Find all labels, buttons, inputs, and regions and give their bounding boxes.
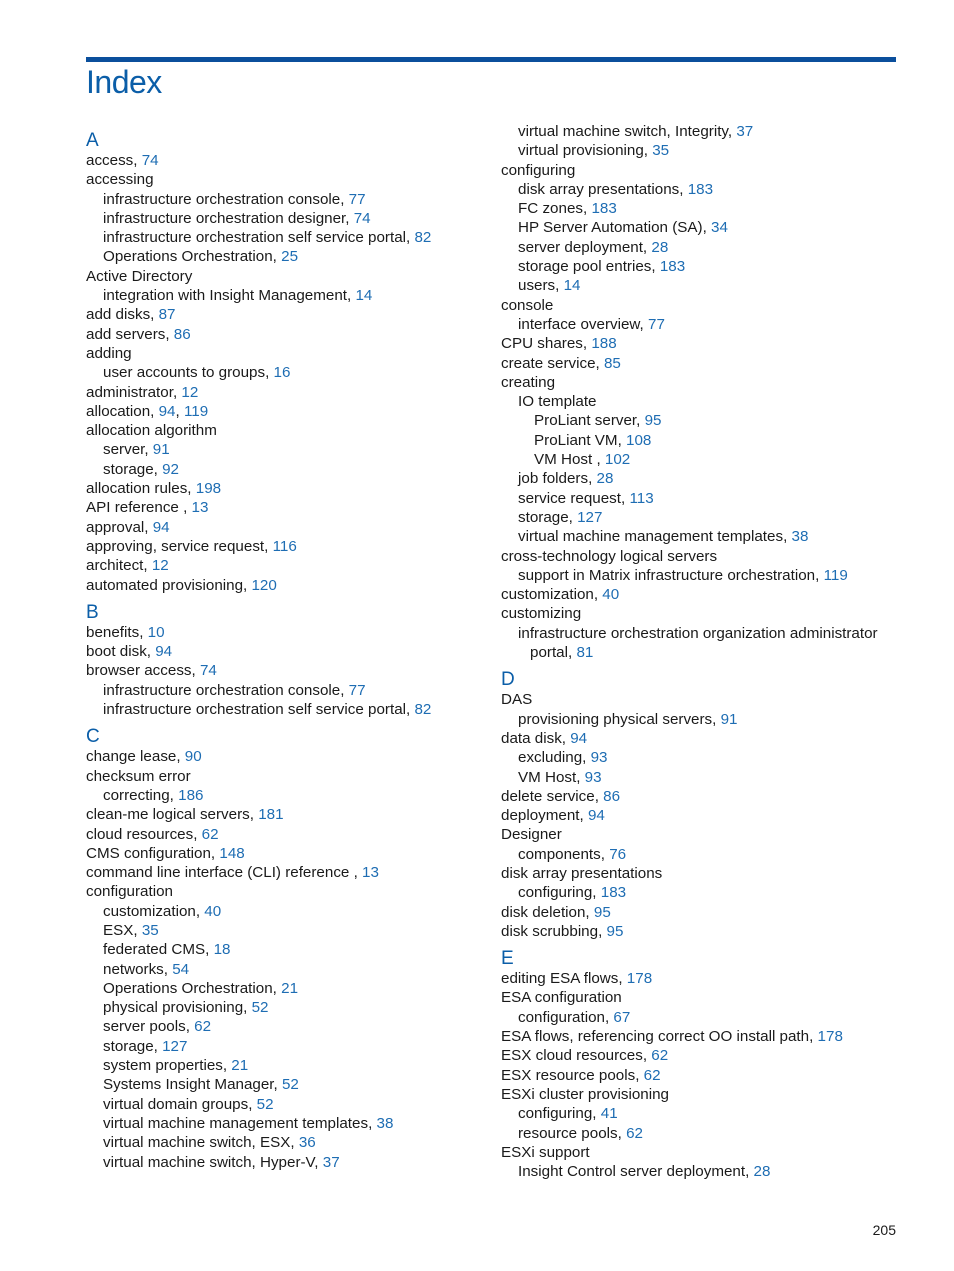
page-link[interactable]: 74: [199, 662, 217, 680]
index-term: infrastructure orchestration console,: [103, 190, 349, 208]
index-term: correcting,: [103, 786, 179, 804]
page-link[interactable]: 93: [584, 768, 602, 786]
page-link[interactable]: 12: [181, 383, 199, 401]
index-term: automated provisioning,: [86, 576, 252, 594]
page-link[interactable]: 16: [273, 364, 291, 382]
index-term: service request,: [518, 489, 630, 507]
index-term: support in Matrix infrastructure orchestration,: [518, 566, 824, 584]
index-subentry: [501, 257, 901, 276]
index-term: Insight Control server deployment,: [518, 1163, 754, 1181]
section-letter-e: E: [501, 948, 514, 970]
index-term: cross-technology logical servers: [501, 547, 718, 565]
index-term: customization,: [103, 902, 205, 920]
index-subentry: [501, 1104, 901, 1123]
index-term: virtual machine switch, Integrity,: [518, 123, 737, 140]
page-link[interactable]: 62: [651, 1047, 669, 1065]
index-subentry: [86, 1075, 486, 1094]
index-subentry: [501, 450, 901, 469]
page-link[interactable]: 94: [158, 402, 176, 420]
index-subentry: [501, 883, 901, 902]
index-subentry: [501, 431, 901, 450]
index-term: configuring: [501, 161, 576, 179]
index-entry: [86, 421, 486, 440]
index-subentry: [86, 979, 486, 998]
index-subentry: [501, 469, 901, 488]
index-entry: [86, 767, 486, 786]
index-term: provisioning physical servers,: [518, 710, 721, 728]
index-term: infrastructure orchestration console,: [103, 681, 349, 699]
index-entry: [86, 498, 486, 517]
index-entry: [86, 518, 486, 537]
index-term: IO template: [518, 393, 597, 411]
index-term: Systems Insight Manager,: [103, 1076, 282, 1094]
index-term: accessing: [86, 171, 154, 189]
index-term: clean-me logical servers,: [86, 806, 259, 824]
page-link[interactable]: 14: [355, 287, 373, 305]
page-link[interactable]: 87: [158, 306, 176, 324]
page-link[interactable]: 95: [606, 922, 624, 940]
page-link[interactable]: 41: [600, 1105, 618, 1123]
section-letter-c: C: [86, 726, 100, 748]
page-link[interactable]: 34: [711, 219, 728, 237]
index-term: adding: [86, 344, 132, 362]
page-link[interactable]: 38: [376, 1114, 394, 1132]
index-term: checksum error: [86, 767, 191, 785]
index-subentry: [86, 190, 486, 209]
index-entry: [501, 1066, 901, 1085]
index-term: portal,: [530, 644, 577, 662]
page-link[interactable]: 54: [172, 960, 190, 978]
page-link[interactable]: 86: [603, 787, 621, 805]
page-link[interactable]: 62: [643, 1066, 661, 1084]
index-subentry: [501, 276, 901, 295]
index-subentry: [501, 624, 901, 643]
page-link[interactable]: 25: [281, 248, 299, 266]
page-link[interactable]: 13: [362, 864, 379, 882]
page-link[interactable]: 93: [590, 749, 608, 767]
index-entry: [86, 623, 486, 642]
index-term: allocation algorithm: [86, 422, 217, 440]
index-term: ESA flows, referencing correct OO install path,: [501, 1028, 818, 1046]
page-link[interactable]: 67: [613, 1008, 631, 1026]
page-link[interactable]: 148: [219, 844, 245, 862]
page-link[interactable]: 183: [687, 180, 714, 198]
page-link[interactable]: 186: [178, 786, 204, 804]
index-subentry: [86, 1056, 486, 1075]
index-subentry: [86, 786, 486, 805]
index-term: excluding,: [518, 749, 591, 767]
index-subentry: [86, 902, 486, 921]
page-link[interactable]: 113: [629, 489, 654, 507]
page-link[interactable]: 120: [251, 576, 277, 594]
page-link[interactable]: 127: [162, 1037, 188, 1055]
index-subentry: [501, 710, 901, 729]
index-term: API reference ,: [86, 499, 192, 517]
index-subentry: [501, 180, 901, 199]
index-term: Designer: [501, 826, 562, 844]
index-subentry: [501, 527, 901, 546]
index-subentry: [501, 643, 901, 662]
index-term: virtual provisioning,: [518, 142, 653, 160]
page-link[interactable]: 40: [204, 902, 222, 920]
index-entry: [501, 988, 901, 1007]
page-link[interactable]: 82: [414, 701, 432, 719]
page-link[interactable]: 91: [720, 710, 738, 728]
index-entry: [86, 747, 486, 766]
index-entry: [501, 864, 901, 883]
index-term: networks,: [103, 960, 173, 978]
index-term: disk array presentations,: [518, 180, 688, 198]
index-term: deployment,: [501, 807, 588, 825]
index-subentry: [86, 921, 486, 940]
index-term: configuration: [86, 883, 173, 901]
index-term: job folders,: [518, 470, 597, 488]
index-term: delete service,: [501, 787, 604, 805]
index-subentry: [86, 363, 486, 382]
index-term: customization,: [501, 586, 603, 604]
page-link[interactable]: 94: [570, 729, 588, 747]
page-link[interactable]: 86: [173, 325, 191, 343]
index-entry: [86, 863, 486, 882]
page-link[interactable]: 12: [151, 557, 169, 575]
index-subentry: [86, 998, 486, 1017]
page-link[interactable]: 77: [348, 190, 366, 208]
index-term: infrastructure orchestration self service portal,: [103, 229, 415, 247]
page-link[interactable]: 183: [600, 884, 627, 902]
index-subentry: [86, 440, 486, 459]
page-link[interactable]: 62: [626, 1124, 643, 1142]
index-term: DAS: [501, 691, 533, 709]
page-link[interactable]: 77: [648, 315, 665, 333]
index-subentry: [501, 141, 901, 160]
page-link[interactable]: 35: [652, 142, 670, 160]
page-link[interactable]: 52: [251, 999, 269, 1017]
index-entry: [501, 373, 901, 392]
index-entry: [86, 805, 486, 824]
page-link[interactable]: 62: [194, 1018, 212, 1036]
index-entry: [86, 576, 486, 595]
index-entry: [501, 825, 901, 844]
index-subentry: [86, 1037, 486, 1056]
index-subentry: [501, 218, 901, 237]
index-term: CPU shares,: [501, 335, 592, 353]
index-entry: [86, 882, 486, 901]
page-link[interactable]: 92: [162, 460, 180, 478]
index-column-left: [86, 122, 486, 1172]
index-subentry: [501, 315, 901, 334]
index-term: disk array presentations: [501, 864, 663, 882]
index-entry: [501, 1143, 901, 1162]
page-link[interactable]: 119: [823, 566, 848, 584]
index-term: FC zones,: [518, 200, 592, 218]
index-term: infrastructure orchestration organization administrator: [518, 624, 878, 642]
page-link[interactable]: 178: [626, 970, 653, 988]
index-term: users,: [518, 277, 564, 295]
index-term: change lease,: [86, 748, 185, 766]
page-link[interactable]: 36: [298, 1134, 316, 1152]
index-entry: [86, 825, 486, 844]
index-entry: [86, 344, 486, 363]
index-entry: [501, 969, 901, 988]
index-subentry: [501, 845, 901, 864]
index-term: allocation,: [86, 402, 159, 420]
page-link[interactable]: 181: [258, 806, 284, 824]
index-term: server,: [103, 441, 153, 459]
index-term: configuring,: [518, 884, 601, 902]
index-term: command line interface (CLI) reference ,: [86, 864, 363, 882]
index-entry: [501, 690, 901, 709]
index-subentry: [501, 566, 901, 585]
page-link[interactable]: 18: [213, 941, 231, 959]
page-link[interactable]: 94: [155, 643, 173, 661]
index-subentry: [86, 1095, 486, 1114]
index-term: infrastructure orchestration self service portal,: [103, 701, 415, 719]
index-subentry: [86, 1133, 486, 1152]
index-term: ESA configuration: [501, 989, 622, 1007]
page-link[interactable]: 94: [587, 807, 605, 825]
page-link[interactable]: 74: [353, 209, 371, 227]
page-link[interactable]: 188: [591, 335, 617, 353]
index-term: browser access,: [86, 662, 200, 680]
index-term: creating: [501, 373, 556, 391]
index-term: approval,: [86, 518, 153, 536]
page-link[interactable]: 14: [563, 277, 581, 295]
index-term: Operations Orchestration,: [103, 248, 282, 266]
index-term: ESX,: [103, 921, 142, 939]
index-entry: [501, 547, 901, 566]
index-term: user accounts to groups,: [103, 364, 274, 382]
index-subentry: [501, 411, 901, 430]
index-term: virtual machine management templates,: [103, 1114, 377, 1132]
index-subentry: [86, 681, 486, 700]
page-link[interactable]: 38: [791, 528, 809, 546]
page-link[interactable]: 95: [593, 903, 611, 921]
index-term: infrastructure orchestration designer,: [103, 209, 354, 227]
index-term: Operations Orchestration,: [103, 979, 282, 997]
index-term: allocation rules,: [86, 480, 196, 498]
index-entry: [501, 1085, 901, 1104]
index-term: virtual domain groups,: [103, 1095, 257, 1113]
index-term: HP Server Automation (SA),: [518, 219, 712, 237]
index-term: storage,: [103, 1037, 163, 1055]
page-link[interactable]: 37: [736, 123, 754, 140]
index-subentry: [86, 1153, 486, 1172]
page-link[interactable]: 40: [602, 586, 620, 604]
index-term: virtual machine switch, ESX,: [103, 1134, 299, 1152]
page-link[interactable]: 102: [604, 451, 631, 469]
index-term: ESX resource pools,: [501, 1066, 644, 1084]
index-term: editing ESA flows,: [501, 970, 627, 988]
page-link[interactable]: 21: [231, 1057, 249, 1075]
index-term: boot disk,: [86, 643, 156, 661]
index-term: storage pool entries,: [518, 258, 660, 276]
index-term: configuration,: [518, 1008, 614, 1026]
index-term: architect,: [86, 557, 152, 575]
index-entry: [501, 585, 901, 604]
index-entry: [501, 604, 901, 623]
index-subentry: [501, 768, 901, 787]
index-entry: [86, 383, 486, 402]
page-link[interactable]: 94: [152, 518, 170, 536]
index-subentry: [501, 122, 901, 141]
index-subentry: [86, 247, 486, 266]
page-link[interactable]: 198: [195, 480, 222, 498]
index-term: virtual machine switch, Hyper-V,: [103, 1153, 323, 1171]
page-link[interactable]: 127: [577, 508, 603, 526]
page-link[interactable]: 76: [609, 845, 627, 863]
index-entry: [501, 903, 901, 922]
index-entry: allocation, 94, 119: [86, 402, 209, 420]
page-link[interactable]: 183: [659, 258, 686, 276]
index-term: create service,: [501, 354, 604, 372]
page-link[interactable]: 82: [414, 229, 432, 247]
index-entry: [501, 354, 901, 373]
index-entry: [86, 170, 486, 189]
index-entry: [501, 334, 901, 353]
page-link[interactable]: 37: [322, 1153, 340, 1171]
index-term: resource pools,: [518, 1124, 627, 1142]
index-entry: [86, 325, 486, 344]
index-entry: [86, 267, 486, 286]
index-subentry: [501, 392, 901, 411]
index-term: system properties,: [103, 1057, 232, 1075]
index-term: ProLiant VM,: [534, 431, 627, 449]
index-term: administrator,: [86, 383, 182, 401]
page-link[interactable]: 21: [281, 979, 299, 997]
page-link[interactable]: 183: [591, 200, 617, 218]
page-link[interactable]: 95: [644, 412, 662, 430]
index-subentry: [501, 508, 901, 527]
index-entry: [86, 556, 486, 575]
index-entry: [501, 161, 901, 180]
page-link[interactable]: 74: [141, 152, 159, 169]
page-link[interactable]: 62: [201, 825, 219, 843]
page-link[interactable]: 13: [191, 499, 209, 517]
index-subentry: [86, 209, 486, 228]
index-term: add disks,: [86, 306, 159, 324]
page-link[interactable]: 178: [817, 1028, 843, 1046]
index-term: cloud resources,: [86, 825, 202, 843]
index-subentry: [501, 238, 901, 257]
page-link[interactable]: 10: [147, 623, 165, 641]
section-letter-b: B: [86, 601, 99, 623]
index-term: integration with Insight Management,: [103, 287, 356, 305]
index-subentry: [86, 1114, 486, 1133]
index-term: VM Host ,: [534, 451, 605, 469]
index-subentry: [86, 460, 486, 479]
page-link[interactable]: 119: [183, 402, 209, 420]
page-link[interactable]: 52: [256, 1095, 274, 1113]
index-term: VM Host,: [518, 768, 585, 786]
index-subentry: [86, 960, 486, 979]
index-term: physical provisioning,: [103, 999, 252, 1017]
index-entry: [86, 537, 486, 556]
index-subentry: [501, 199, 901, 218]
index-term: benefits,: [86, 623, 148, 641]
index-subentry: [86, 228, 486, 247]
index-subentry: [501, 489, 901, 508]
index-entry: [501, 296, 901, 315]
index-entry: [86, 661, 486, 680]
index-term: data disk,: [501, 729, 571, 747]
page-number: 205: [872, 1222, 896, 1238]
page-link[interactable]: 28: [753, 1163, 771, 1181]
index-term: federated CMS,: [103, 941, 214, 959]
page-title: Index: [86, 64, 162, 100]
index-entry: [86, 642, 486, 661]
index-term: disk scrubbing,: [501, 922, 607, 940]
page-link[interactable]: 90: [184, 748, 202, 766]
index-term: disk deletion,: [501, 903, 594, 921]
index-term: ESXi support: [501, 1143, 590, 1161]
page-link[interactable]: 81: [576, 644, 594, 662]
index-term: access,: [86, 152, 142, 169]
index-entry: [86, 844, 486, 863]
index-entry: [501, 1027, 901, 1046]
index-term: components,: [518, 845, 610, 863]
index-term: storage,: [103, 460, 163, 478]
index-column-right: [501, 122, 901, 1181]
index-entry: [501, 806, 901, 825]
index-entry: [501, 922, 901, 941]
index-term: interface overview,: [518, 315, 648, 333]
section-letter-a: A: [86, 130, 99, 151]
index-term: server pools,: [103, 1018, 195, 1036]
index-entry: [501, 1046, 901, 1065]
index-term: configuring,: [518, 1105, 601, 1123]
page-link[interactable]: 116: [272, 537, 297, 555]
index-term: console: [501, 296, 554, 314]
page-link[interactable]: 28: [651, 238, 669, 256]
page-link[interactable]: 85: [603, 354, 621, 372]
top-rule: [86, 57, 896, 62]
index-term: CMS configuration,: [86, 844, 220, 862]
index-subentry: [86, 1017, 486, 1036]
index-term: virtual machine management templates,: [518, 528, 792, 546]
index-entry: [501, 729, 901, 748]
index-term: ESX cloud resources,: [501, 1047, 652, 1065]
page-link[interactable]: 52: [281, 1076, 299, 1094]
index-subentry: [86, 700, 486, 719]
index-term: add servers,: [86, 325, 174, 343]
index-term: customizing: [501, 605, 582, 623]
index-entry: [501, 787, 901, 806]
index-entry: [86, 479, 486, 498]
index-subentry: [501, 1008, 901, 1027]
index-entry: [86, 151, 486, 170]
page-link[interactable]: 108: [626, 431, 652, 449]
index-term: approving, service request,: [86, 537, 273, 555]
index-term: ProLiant server,: [534, 412, 645, 430]
page-link[interactable]: 77: [348, 681, 366, 699]
page-link[interactable]: 91: [152, 441, 170, 459]
index-entry: [86, 305, 486, 324]
index-term: storage,: [518, 508, 578, 526]
index-subentry: [86, 940, 486, 959]
page-link[interactable]: 35: [141, 921, 159, 939]
index-subentry: [501, 1124, 901, 1143]
index-term: server deployment,: [518, 238, 652, 256]
index-subentry: [501, 1162, 901, 1181]
section-letter-d: D: [501, 669, 515, 691]
index-subentry: [86, 286, 486, 305]
page-link[interactable]: 28: [596, 470, 614, 488]
index-term: ESXi cluster provisioning: [501, 1085, 669, 1103]
index-term: Active Directory: [86, 267, 193, 285]
index-subentry: [501, 748, 901, 767]
